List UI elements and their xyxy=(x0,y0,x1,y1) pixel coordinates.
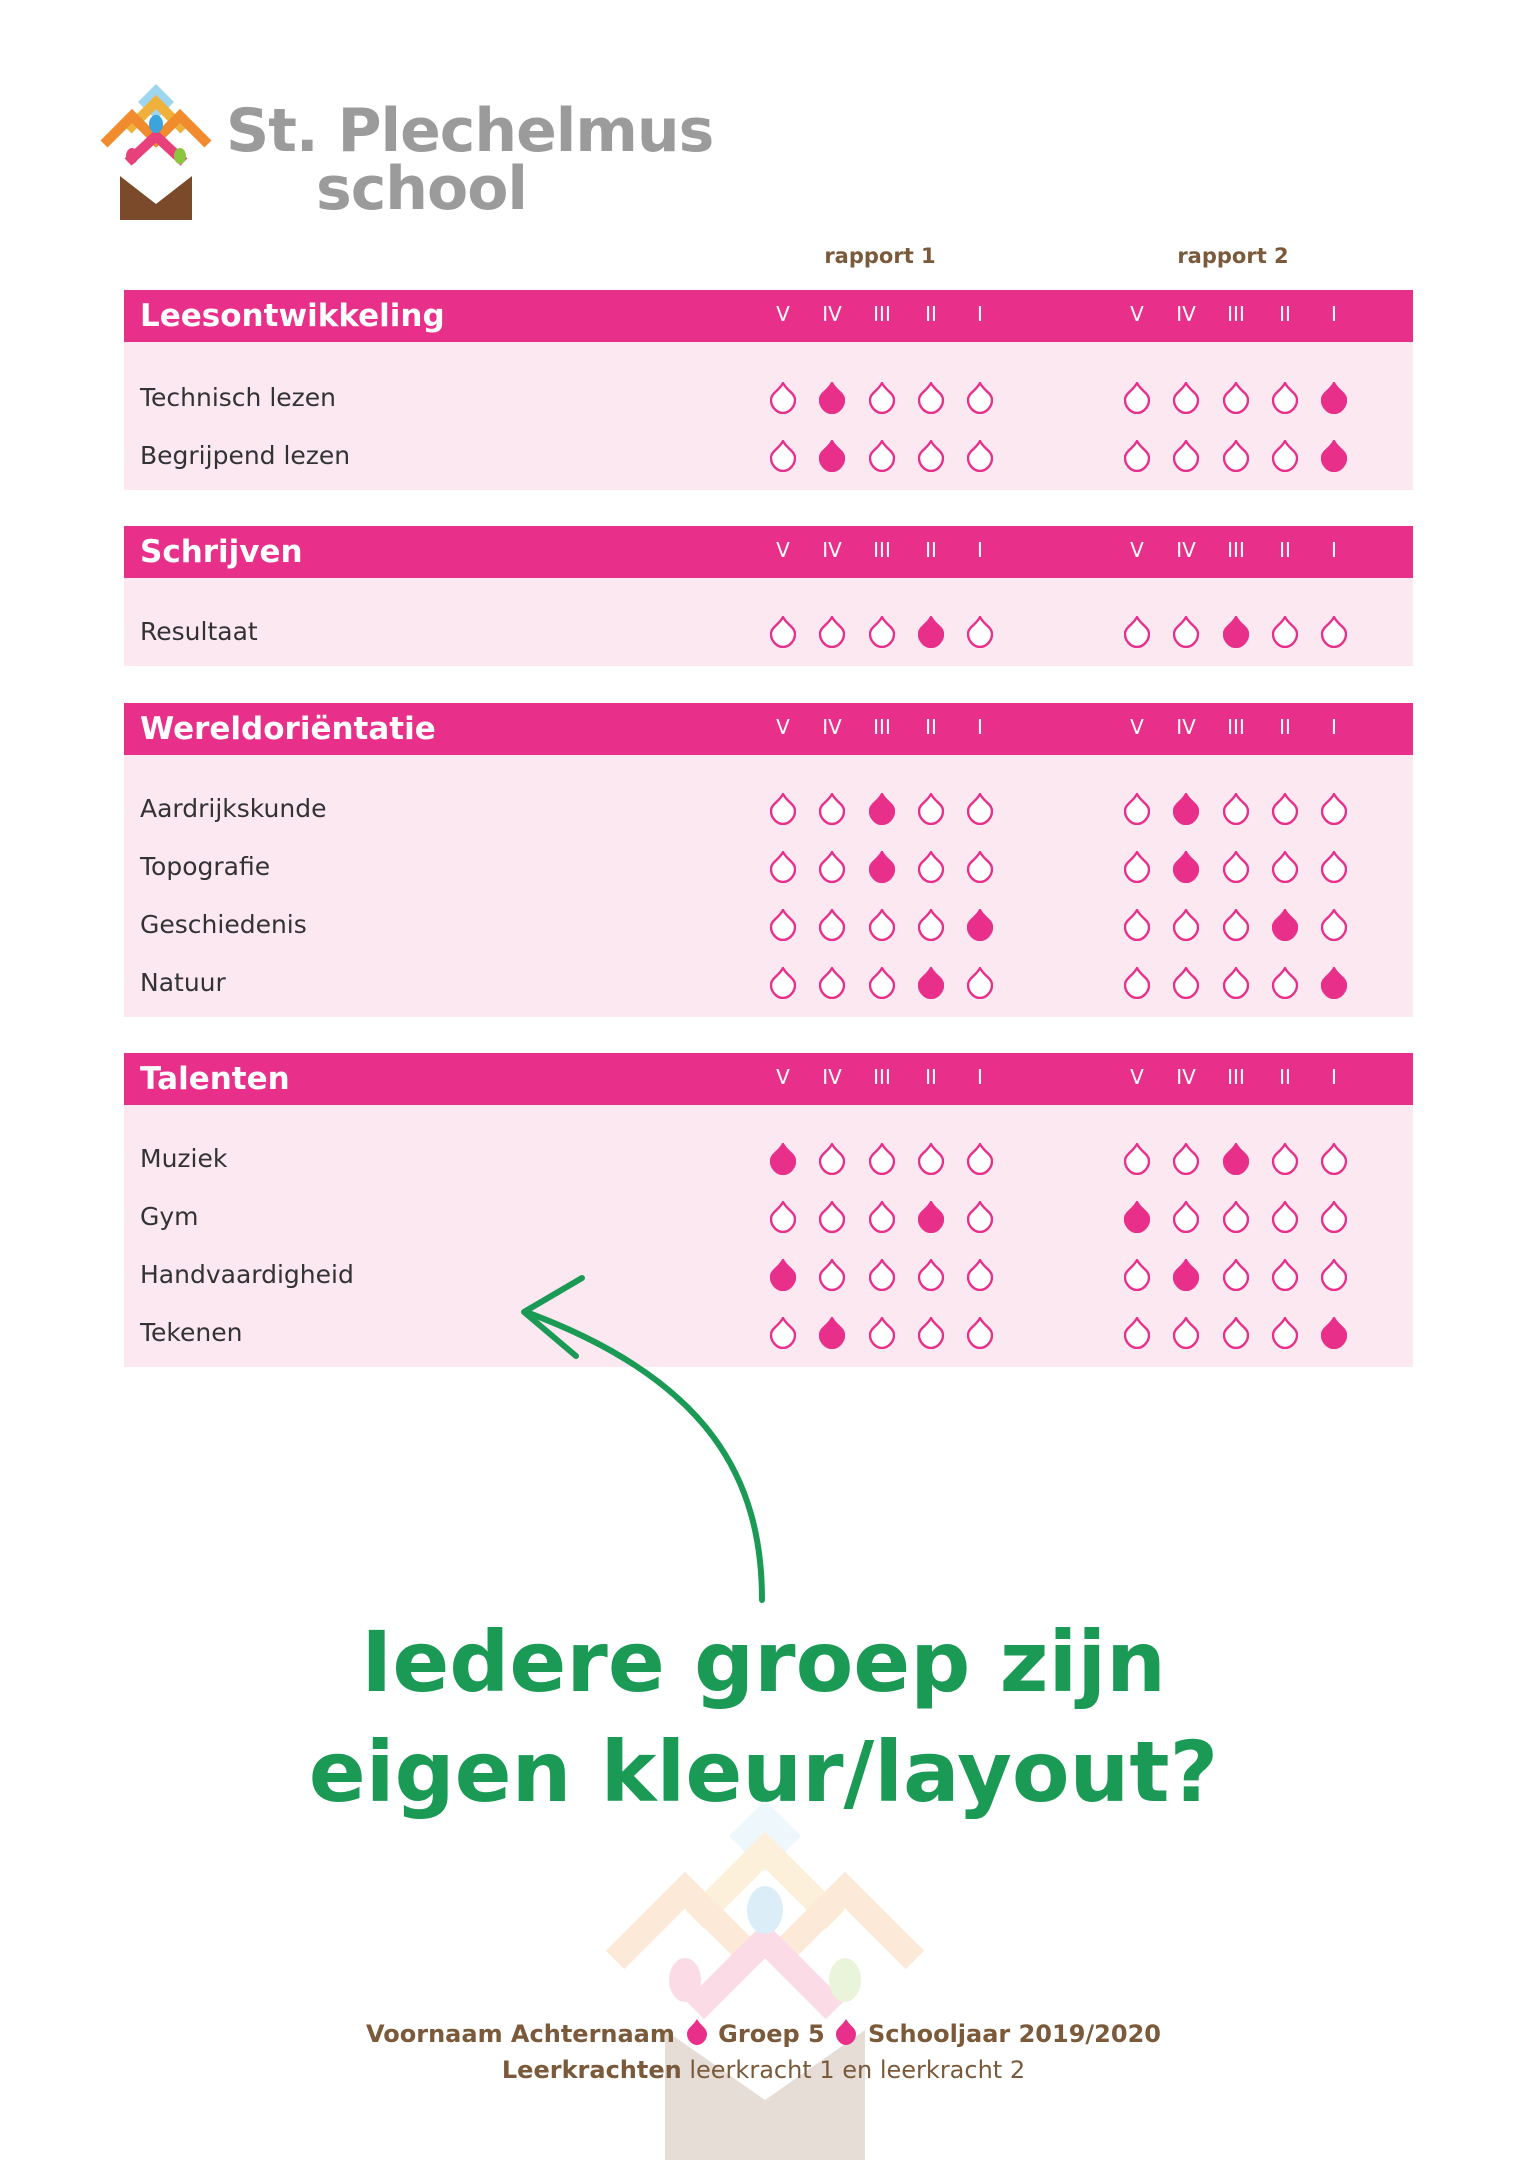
rating-diamond-empty-icon xyxy=(1272,1317,1298,1349)
rating-diamond-filled-icon xyxy=(1321,967,1347,999)
section-header xyxy=(124,703,1413,755)
rating-diamond-empty-icon xyxy=(1124,1259,1150,1291)
row-label: Technisch lezen xyxy=(140,383,337,412)
callout-line-1: Iedere groep zijn xyxy=(361,1613,1166,1711)
rating-diamond-empty-icon xyxy=(1124,1143,1150,1175)
rating-diamond-filled-icon xyxy=(869,793,895,825)
column-label: II xyxy=(1279,538,1291,562)
column-label: I xyxy=(977,715,983,739)
rating-diamond-empty-icon xyxy=(967,1317,993,1349)
rating-diamond-filled-icon xyxy=(1321,440,1347,472)
column-label: V xyxy=(776,538,790,562)
row-label: Muziek xyxy=(140,1144,228,1173)
rating-diamond-empty-icon xyxy=(1223,382,1249,414)
rating-diamond-filled-icon xyxy=(918,967,944,999)
column-label: III xyxy=(873,1065,891,1089)
section-header xyxy=(124,1053,1413,1105)
row-label: Begrijpend lezen xyxy=(140,441,351,470)
rating-diamond-empty-icon xyxy=(1272,967,1298,999)
rating-diamond-filled-icon xyxy=(819,382,845,414)
rating-diamond-empty-icon xyxy=(819,793,845,825)
rating-diamond-empty-icon xyxy=(819,851,845,883)
rating-diamond-empty-icon xyxy=(1124,616,1150,648)
footer-teachers: leerkracht 1 en leerkracht 2 xyxy=(689,2056,1026,2084)
column-label: III xyxy=(1227,715,1245,739)
rating-diamond-empty-icon xyxy=(918,1317,944,1349)
rating-diamond-empty-icon xyxy=(770,382,796,414)
rating-diamond-empty-icon xyxy=(819,967,845,999)
rating-diamond-empty-icon xyxy=(869,1143,895,1175)
section-title: Leesontwikkeling xyxy=(140,298,445,334)
rating-diamond-empty-icon xyxy=(1321,793,1347,825)
rating-diamond-empty-icon xyxy=(967,967,993,999)
rating-diamond-empty-icon xyxy=(869,1259,895,1291)
rating-diamond-empty-icon xyxy=(1124,1317,1150,1349)
column-label: III xyxy=(1227,538,1245,562)
column-label: I xyxy=(1331,538,1337,562)
rating-diamond-empty-icon xyxy=(1124,967,1150,999)
rating-diamond-filled-icon xyxy=(1124,1201,1150,1233)
rating-diamond-empty-icon xyxy=(1223,851,1249,883)
rating-diamond-empty-icon xyxy=(967,793,993,825)
arrow-icon xyxy=(510,1270,780,1630)
column-label: V xyxy=(1130,715,1144,739)
rating-diamond-empty-icon xyxy=(918,851,944,883)
rating-diamond-empty-icon xyxy=(1272,1201,1298,1233)
rating-diamond-empty-icon xyxy=(869,1201,895,1233)
rating-diamond-empty-icon xyxy=(1124,793,1150,825)
school-name xyxy=(226,96,714,224)
rating-diamond-empty-icon xyxy=(1124,851,1150,883)
section-title: Schrijven xyxy=(140,534,303,570)
column-label: I xyxy=(977,538,983,562)
rating-diamond-empty-icon xyxy=(1173,1143,1199,1175)
column-label: IV xyxy=(1176,715,1196,739)
column-label: II xyxy=(925,302,937,326)
column-label: IV xyxy=(1176,538,1196,562)
footer-schoolyear: Schooljaar 2019/2020 xyxy=(868,2020,1161,2048)
rating-diamond-filled-icon xyxy=(770,1143,796,1175)
rating-diamond-empty-icon xyxy=(869,909,895,941)
rating-diamond-empty-icon xyxy=(1223,967,1249,999)
rating-diamond-empty-icon xyxy=(770,1201,796,1233)
rating-diamond-empty-icon xyxy=(918,793,944,825)
rating-diamond-filled-icon xyxy=(918,1201,944,1233)
footer-line-2 xyxy=(0,2056,1527,2084)
footer-student-name: Voornaam Achternaam xyxy=(366,2020,675,2048)
rating-diamond-empty-icon xyxy=(1272,1259,1298,1291)
rating-diamond-empty-icon xyxy=(1173,909,1199,941)
report-section xyxy=(124,290,1413,490)
rating-diamond-empty-icon xyxy=(1223,1259,1249,1291)
school-name-line1: St. Plechelmus xyxy=(226,96,714,166)
column-label: I xyxy=(977,1065,983,1089)
rating-diamond-empty-icon xyxy=(1272,851,1298,883)
footer-teachers-label: Leerkrachten xyxy=(501,2056,682,2084)
rating-diamond-empty-icon xyxy=(918,382,944,414)
rating-diamond-empty-icon xyxy=(967,616,993,648)
column-label: II xyxy=(925,538,937,562)
rating-diamond-empty-icon xyxy=(770,851,796,883)
rating-diamond-filled-icon xyxy=(967,909,993,941)
column-label: I xyxy=(1331,1065,1337,1089)
rating-diamond-empty-icon xyxy=(1223,1317,1249,1349)
section-title: Wereldoriëntatie xyxy=(140,711,436,747)
row-label: Topografie xyxy=(140,852,271,881)
rating-diamond-empty-icon xyxy=(1223,909,1249,941)
rating-diamond-filled-icon xyxy=(869,851,895,883)
column-label: IV xyxy=(822,1065,842,1089)
rating-diamond-empty-icon xyxy=(1272,793,1298,825)
rating-diamond-filled-icon xyxy=(1321,1317,1347,1349)
column-label: V xyxy=(1130,1065,1144,1089)
rating-diamond-empty-icon xyxy=(1173,1201,1199,1233)
rating-diamond-empty-icon xyxy=(770,967,796,999)
rating-diamond-empty-icon xyxy=(1272,440,1298,472)
rating-diamond-filled-icon xyxy=(1223,1143,1249,1175)
row-label: Handvaardigheid xyxy=(140,1260,354,1289)
row-label: Gym xyxy=(140,1202,199,1231)
rating-diamond-empty-icon xyxy=(770,440,796,472)
column-label: IV xyxy=(822,715,842,739)
column-label: II xyxy=(925,715,937,739)
rating-diamond-filled-icon xyxy=(1223,616,1249,648)
rating-diamond-empty-icon xyxy=(1321,616,1347,648)
column-label: III xyxy=(873,302,891,326)
row-label: Tekenen xyxy=(140,1318,243,1347)
rating-diamond-empty-icon xyxy=(1223,440,1249,472)
rating-diamond-empty-icon xyxy=(967,851,993,883)
rating-diamond-empty-icon xyxy=(1321,851,1347,883)
column-label: III xyxy=(1227,1065,1245,1089)
column-label: I xyxy=(1331,302,1337,326)
rating-diamond-empty-icon xyxy=(1321,1143,1347,1175)
row-label: Geschiedenis xyxy=(140,910,307,939)
rating-diamond-empty-icon xyxy=(918,909,944,941)
rating-diamond-empty-icon xyxy=(1124,440,1150,472)
rating-diamond-empty-icon xyxy=(1321,1201,1347,1233)
footer-group: Groep 5 xyxy=(718,2020,825,2048)
rating-diamond-filled-icon xyxy=(1321,382,1347,414)
column-label: I xyxy=(977,302,983,326)
rating-diamond-empty-icon xyxy=(770,909,796,941)
rating-diamond-empty-icon xyxy=(819,1259,845,1291)
rating-diamond-empty-icon xyxy=(918,1259,944,1291)
section-header xyxy=(124,526,1413,578)
rapport-2-header: rapport 2 xyxy=(1177,244,1289,268)
section-header xyxy=(124,290,1413,342)
rating-diamond-empty-icon xyxy=(819,909,845,941)
rating-diamond-empty-icon xyxy=(967,1143,993,1175)
diamond-separator-icon xyxy=(686,2018,708,2046)
rating-diamond-filled-icon xyxy=(1173,1259,1199,1291)
callout-line-2: eigen kleur/layout? xyxy=(308,1723,1219,1821)
column-label: II xyxy=(1279,302,1291,326)
column-label: III xyxy=(1227,302,1245,326)
report-section xyxy=(124,703,1413,1017)
rating-diamond-empty-icon xyxy=(1173,616,1199,648)
footer-line-1 xyxy=(0,2018,1527,2048)
rating-diamond-empty-icon xyxy=(770,616,796,648)
row-label: Aardrijkskunde xyxy=(140,794,327,823)
rating-diamond-filled-icon xyxy=(819,1317,845,1349)
rating-diamond-empty-icon xyxy=(819,1201,845,1233)
column-label: IV xyxy=(1176,302,1196,326)
rating-diamond-filled-icon xyxy=(1272,909,1298,941)
column-label: V xyxy=(1130,302,1144,326)
rating-diamond-empty-icon xyxy=(967,1201,993,1233)
column-label: V xyxy=(776,715,790,739)
rating-diamond-empty-icon xyxy=(918,1143,944,1175)
rating-diamond-empty-icon xyxy=(1272,382,1298,414)
column-label: III xyxy=(873,715,891,739)
rating-diamond-empty-icon xyxy=(1173,382,1199,414)
school-name-line2: school xyxy=(316,154,528,224)
rating-diamond-empty-icon xyxy=(1223,793,1249,825)
rating-diamond-empty-icon xyxy=(1272,616,1298,648)
column-label: I xyxy=(1331,715,1337,739)
row-label: Resultaat xyxy=(140,617,258,646)
column-label: IV xyxy=(822,302,842,326)
rating-diamond-empty-icon xyxy=(819,1143,845,1175)
rating-diamond-empty-icon xyxy=(869,440,895,472)
column-label: V xyxy=(1130,538,1144,562)
rating-diamond-empty-icon xyxy=(1173,967,1199,999)
column-label: V xyxy=(776,1065,790,1089)
rating-diamond-filled-icon xyxy=(819,440,845,472)
column-label: V xyxy=(776,302,790,326)
rating-diamond-empty-icon xyxy=(1321,909,1347,941)
row-label: Natuur xyxy=(140,968,226,997)
diamond-separator-icon xyxy=(835,2018,857,2046)
column-label: II xyxy=(1279,715,1291,739)
rating-diamond-empty-icon xyxy=(869,616,895,648)
rating-diamond-empty-icon xyxy=(1124,909,1150,941)
section-title: Talenten xyxy=(140,1061,290,1097)
report-section xyxy=(124,526,1413,666)
rating-diamond-empty-icon xyxy=(1173,440,1199,472)
rating-diamond-empty-icon xyxy=(967,1259,993,1291)
school-logo-icon xyxy=(100,84,212,220)
column-label: IV xyxy=(1176,1065,1196,1089)
column-label: II xyxy=(925,1065,937,1089)
rating-diamond-empty-icon xyxy=(1124,382,1150,414)
rating-diamond-empty-icon xyxy=(1173,1317,1199,1349)
rating-diamond-empty-icon xyxy=(967,382,993,414)
rating-diamond-filled-icon xyxy=(1173,793,1199,825)
rating-diamond-empty-icon xyxy=(869,1317,895,1349)
rating-diamond-empty-icon xyxy=(1321,1259,1347,1291)
column-label: II xyxy=(1279,1065,1291,1089)
rating-diamond-empty-icon xyxy=(869,967,895,999)
column-label: IV xyxy=(822,538,842,562)
rating-diamond-filled-icon xyxy=(918,616,944,648)
rating-diamond-empty-icon xyxy=(819,616,845,648)
rating-diamond-empty-icon xyxy=(918,440,944,472)
rating-diamond-empty-icon xyxy=(967,440,993,472)
rating-diamond-filled-icon xyxy=(1173,851,1199,883)
column-label: III xyxy=(873,538,891,562)
rating-diamond-empty-icon xyxy=(770,793,796,825)
rating-diamond-empty-icon xyxy=(1223,1201,1249,1233)
rapport-1-header: rapport 1 xyxy=(824,244,936,268)
rating-diamond-empty-icon xyxy=(869,382,895,414)
watermark-logo-icon xyxy=(605,1800,925,2160)
rating-diamond-empty-icon xyxy=(1272,1143,1298,1175)
